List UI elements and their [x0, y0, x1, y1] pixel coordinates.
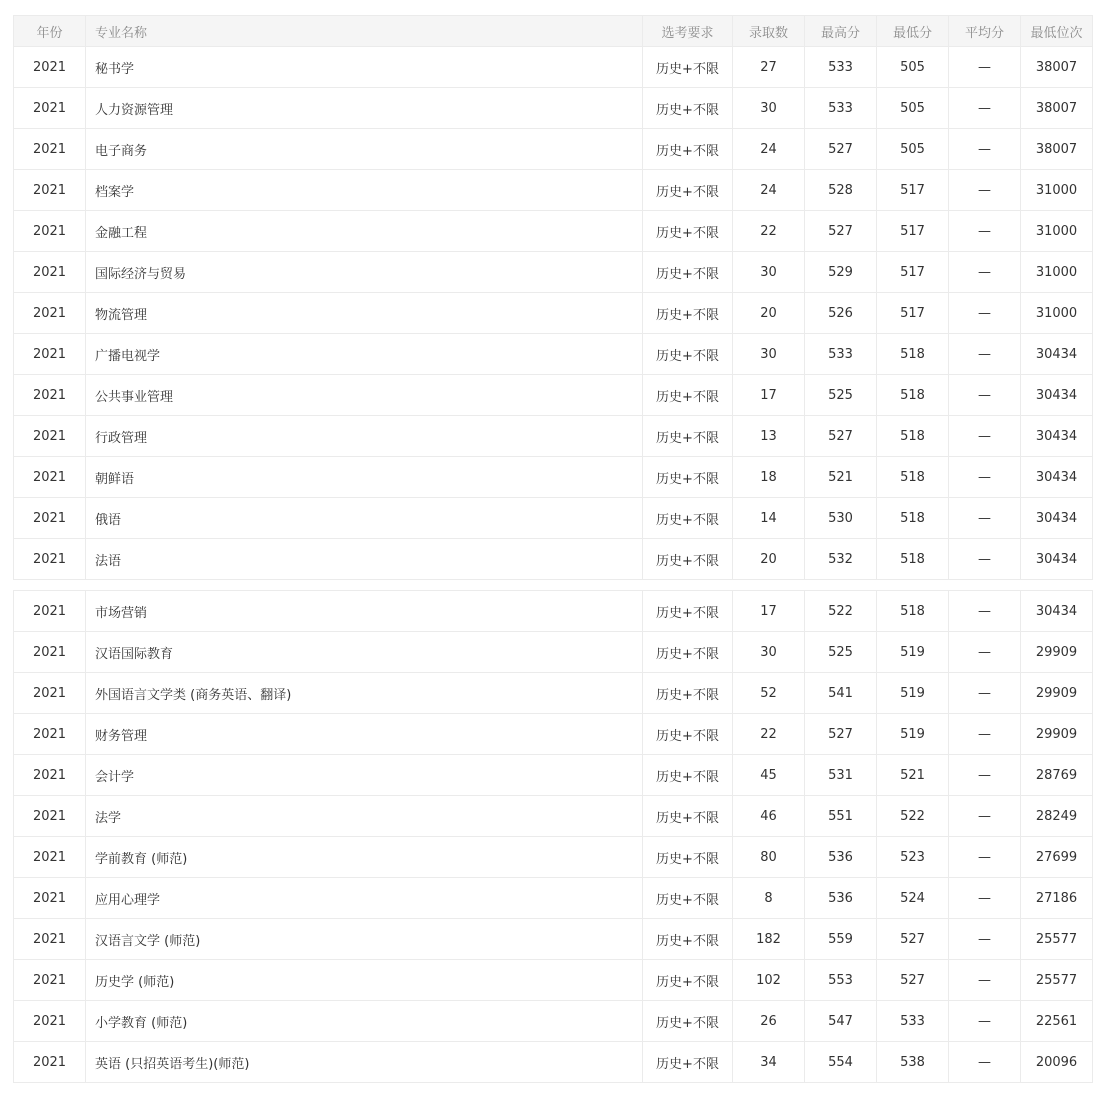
cell-subject-requirement: 历史+不限 — [643, 632, 733, 673]
cell-admitted-count: 182 — [733, 919, 805, 960]
table-row — [14, 375, 1093, 416]
cell-subject-requirement: 历史+不限 — [643, 375, 733, 416]
cell-admitted-count: 34 — [733, 1042, 805, 1083]
cell-max-score: 527 — [805, 714, 877, 755]
table-row — [14, 837, 1093, 878]
cell-min-rank: 27699 — [1021, 837, 1093, 878]
cell-avg-score: — — [949, 632, 1021, 673]
cell-max-score: 530 — [805, 498, 877, 539]
cell-max-score: 526 — [805, 293, 877, 334]
cell-min-score: 538 — [877, 1042, 949, 1083]
header-min-score: 最低分 — [877, 16, 949, 47]
cell-year: 2021 — [14, 47, 86, 88]
table-row — [14, 1042, 1093, 1083]
cell-min-rank: 28769 — [1021, 755, 1093, 796]
cell-avg-score: — — [949, 591, 1021, 632]
cell-min-score: 518 — [877, 539, 949, 580]
cell-major-name: 公共事业管理 — [86, 375, 643, 416]
cell-admitted-count: 22 — [733, 211, 805, 252]
cell-subject-requirement: 历史+不限 — [643, 170, 733, 211]
cell-subject-requirement: 历史+不限 — [643, 211, 733, 252]
cell-admitted-count: 80 — [733, 837, 805, 878]
cell-min-rank: 29909 — [1021, 673, 1093, 714]
cell-max-score: 532 — [805, 539, 877, 580]
cell-min-rank: 31000 — [1021, 211, 1093, 252]
cell-max-score: 528 — [805, 170, 877, 211]
table-row — [14, 129, 1093, 170]
cell-min-score: 518 — [877, 498, 949, 539]
cell-admitted-count: 8 — [733, 878, 805, 919]
cell-major-name: 学前教育 (师范) — [86, 837, 643, 878]
cell-min-rank: 28249 — [1021, 796, 1093, 837]
cell-major-name: 行政管理 — [86, 416, 643, 457]
cell-min-score: 519 — [877, 714, 949, 755]
cell-min-rank: 30434 — [1021, 457, 1093, 498]
cell-min-rank: 25577 — [1021, 919, 1093, 960]
cell-min-score: 517 — [877, 293, 949, 334]
cell-subject-requirement: 历史+不限 — [643, 334, 733, 375]
cell-min-rank: 25577 — [1021, 960, 1093, 1001]
cell-major-name: 法学 — [86, 796, 643, 837]
table-row — [14, 673, 1093, 714]
cell-avg-score: — — [949, 919, 1021, 960]
cell-min-rank: 30434 — [1021, 498, 1093, 539]
cell-major-name: 法语 — [86, 539, 643, 580]
header-max-score: 最高分 — [805, 16, 877, 47]
cell-min-score: 533 — [877, 1001, 949, 1042]
cell-avg-score: — — [949, 88, 1021, 129]
cell-min-score: 518 — [877, 591, 949, 632]
cell-max-score: 541 — [805, 673, 877, 714]
cell-min-rank: 22561 — [1021, 1001, 1093, 1042]
cell-max-score: 529 — [805, 252, 877, 293]
cell-major-name: 物流管理 — [86, 293, 643, 334]
cell-major-name: 小学教育 (师范) — [86, 1001, 643, 1042]
cell-year: 2021 — [14, 252, 86, 293]
cell-major-name: 市场营销 — [86, 591, 643, 632]
cell-min-score: 518 — [877, 334, 949, 375]
cell-min-score: 522 — [877, 796, 949, 837]
cell-avg-score: — — [949, 755, 1021, 796]
cell-min-score: 519 — [877, 632, 949, 673]
cell-max-score: 527 — [805, 211, 877, 252]
cell-min-score: 521 — [877, 755, 949, 796]
cell-avg-score: — — [949, 293, 1021, 334]
cell-year: 2021 — [14, 498, 86, 539]
cell-admitted-count: 13 — [733, 416, 805, 457]
header-min-rank: 最低位次 — [1021, 16, 1093, 47]
cell-min-score: 518 — [877, 375, 949, 416]
cell-year: 2021 — [14, 1001, 86, 1042]
cell-admitted-count: 20 — [733, 539, 805, 580]
cell-min-score: 505 — [877, 129, 949, 170]
cell-max-score: 536 — [805, 878, 877, 919]
table-row — [14, 539, 1093, 580]
cell-subject-requirement: 历史+不限 — [643, 457, 733, 498]
cell-major-name: 国际经济与贸易 — [86, 252, 643, 293]
cell-year: 2021 — [14, 714, 86, 755]
cell-admitted-count: 46 — [733, 796, 805, 837]
cell-max-score: 527 — [805, 129, 877, 170]
cell-subject-requirement: 历史+不限 — [643, 1042, 733, 1083]
cell-year: 2021 — [14, 796, 86, 837]
cell-year: 2021 — [14, 539, 86, 580]
cell-major-name: 汉语国际教育 — [86, 632, 643, 673]
table-row — [14, 47, 1093, 88]
cell-max-score: 547 — [805, 1001, 877, 1042]
cell-admitted-count: 30 — [733, 252, 805, 293]
cell-min-rank: 30434 — [1021, 539, 1093, 580]
cell-min-rank: 30434 — [1021, 375, 1093, 416]
cell-max-score: 533 — [805, 47, 877, 88]
table-row — [14, 755, 1093, 796]
cell-subject-requirement: 历史+不限 — [643, 88, 733, 129]
table-row — [14, 1001, 1093, 1042]
cell-max-score: 522 — [805, 591, 877, 632]
cell-min-rank: 27186 — [1021, 878, 1093, 919]
cell-subject-requirement: 历史+不限 — [643, 919, 733, 960]
cell-major-name: 外国语言文学类 (商务英语、翻译) — [86, 673, 643, 714]
admission-table-bottom — [13, 590, 1093, 1083]
table-row — [14, 796, 1093, 837]
header-avg-score: 平均分 — [949, 16, 1021, 47]
cell-max-score: 554 — [805, 1042, 877, 1083]
cell-subject-requirement: 历史+不限 — [643, 252, 733, 293]
cell-avg-score: — — [949, 47, 1021, 88]
cell-avg-score: — — [949, 714, 1021, 755]
cell-min-rank: 31000 — [1021, 293, 1093, 334]
cell-min-score: 518 — [877, 457, 949, 498]
cell-min-rank: 30434 — [1021, 591, 1093, 632]
cell-max-score: 527 — [805, 416, 877, 457]
cell-year: 2021 — [14, 457, 86, 498]
cell-admitted-count: 17 — [733, 591, 805, 632]
cell-major-name: 秘书学 — [86, 47, 643, 88]
cell-max-score: 551 — [805, 796, 877, 837]
cell-min-score: 518 — [877, 416, 949, 457]
cell-avg-score: — — [949, 334, 1021, 375]
cell-min-score: 524 — [877, 878, 949, 919]
cell-year: 2021 — [14, 878, 86, 919]
cell-max-score: 533 — [805, 88, 877, 129]
cell-min-rank: 20096 — [1021, 1042, 1093, 1083]
cell-admitted-count: 24 — [733, 129, 805, 170]
cell-major-name: 应用心理学 — [86, 878, 643, 919]
cell-major-name: 广播电视学 — [86, 334, 643, 375]
cell-major-name: 朝鲜语 — [86, 457, 643, 498]
cell-subject-requirement: 历史+不限 — [643, 714, 733, 755]
cell-avg-score: — — [949, 673, 1021, 714]
cell-admitted-count: 45 — [733, 755, 805, 796]
cell-subject-requirement: 历史+不限 — [643, 837, 733, 878]
cell-max-score: 521 — [805, 457, 877, 498]
table-row — [14, 632, 1093, 673]
table-row — [14, 960, 1093, 1001]
cell-major-name: 历史学 (师范) — [86, 960, 643, 1001]
cell-year: 2021 — [14, 919, 86, 960]
table-row — [14, 334, 1093, 375]
cell-year: 2021 — [14, 293, 86, 334]
header-year: 年份 — [14, 16, 86, 47]
cell-year: 2021 — [14, 129, 86, 170]
cell-year: 2021 — [14, 837, 86, 878]
cell-year: 2021 — [14, 673, 86, 714]
cell-max-score: 531 — [805, 755, 877, 796]
cell-max-score: 553 — [805, 960, 877, 1001]
header-subject-requirement: 选考要求 — [643, 16, 733, 47]
cell-admitted-count: 30 — [733, 88, 805, 129]
cell-year: 2021 — [14, 960, 86, 1001]
cell-min-rank: 30434 — [1021, 416, 1093, 457]
table-row — [14, 457, 1093, 498]
cell-subject-requirement: 历史+不限 — [643, 960, 733, 1001]
cell-major-name: 会计学 — [86, 755, 643, 796]
cell-avg-score: — — [949, 1001, 1021, 1042]
table-row — [14, 878, 1093, 919]
cell-avg-score: — — [949, 375, 1021, 416]
table-row — [14, 591, 1093, 632]
cell-year: 2021 — [14, 755, 86, 796]
cell-admitted-count: 102 — [733, 960, 805, 1001]
cell-avg-score: — — [949, 211, 1021, 252]
cell-admitted-count: 30 — [733, 334, 805, 375]
cell-subject-requirement: 历史+不限 — [643, 416, 733, 457]
cell-avg-score: — — [949, 498, 1021, 539]
cell-year: 2021 — [14, 334, 86, 375]
cell-year: 2021 — [14, 170, 86, 211]
cell-avg-score: — — [949, 416, 1021, 457]
cell-min-score: 517 — [877, 170, 949, 211]
cell-avg-score: — — [949, 796, 1021, 837]
cell-avg-score: — — [949, 252, 1021, 293]
cell-min-score: 517 — [877, 211, 949, 252]
cell-subject-requirement: 历史+不限 — [643, 47, 733, 88]
cell-major-name: 档案学 — [86, 170, 643, 211]
cell-avg-score: — — [949, 170, 1021, 211]
cell-min-rank: 31000 — [1021, 170, 1093, 211]
cell-year: 2021 — [14, 1042, 86, 1083]
cell-major-name: 金融工程 — [86, 211, 643, 252]
cell-admitted-count: 30 — [733, 632, 805, 673]
cell-subject-requirement: 历史+不限 — [643, 796, 733, 837]
cell-major-name: 英语 (只招英语考生)(师范) — [86, 1042, 643, 1083]
table-row — [14, 919, 1093, 960]
cell-avg-score: — — [949, 1042, 1021, 1083]
cell-min-score: 505 — [877, 88, 949, 129]
cell-min-rank: 31000 — [1021, 252, 1093, 293]
cell-subject-requirement: 历史+不限 — [643, 293, 733, 334]
cell-avg-score: — — [949, 837, 1021, 878]
cell-min-rank: 29909 — [1021, 714, 1093, 755]
cell-max-score: 559 — [805, 919, 877, 960]
cell-major-name: 电子商务 — [86, 129, 643, 170]
cell-year: 2021 — [14, 211, 86, 252]
cell-subject-requirement: 历史+不限 — [643, 539, 733, 580]
cell-year: 2021 — [14, 632, 86, 673]
cell-admitted-count: 22 — [733, 714, 805, 755]
table-row — [14, 293, 1093, 334]
table-header-row — [14, 16, 1093, 47]
cell-subject-requirement: 历史+不限 — [643, 1001, 733, 1042]
cell-min-score: 523 — [877, 837, 949, 878]
cell-min-score: 505 — [877, 47, 949, 88]
cell-min-rank: 38007 — [1021, 88, 1093, 129]
cell-max-score: 536 — [805, 837, 877, 878]
cell-year: 2021 — [14, 88, 86, 129]
cell-subject-requirement: 历史+不限 — [643, 673, 733, 714]
cell-avg-score: — — [949, 129, 1021, 170]
cell-admitted-count: 18 — [733, 457, 805, 498]
cell-max-score: 525 — [805, 375, 877, 416]
table-row — [14, 498, 1093, 539]
cell-subject-requirement: 历史+不限 — [643, 591, 733, 632]
cell-major-name: 汉语言文学 (师范) — [86, 919, 643, 960]
cell-year: 2021 — [14, 591, 86, 632]
cell-avg-score: — — [949, 878, 1021, 919]
cell-subject-requirement: 历史+不限 — [643, 755, 733, 796]
cell-subject-requirement: 历史+不限 — [643, 878, 733, 919]
cell-admitted-count: 52 — [733, 673, 805, 714]
header-major-name: 专业名称 — [86, 16, 643, 47]
cell-major-name: 财务管理 — [86, 714, 643, 755]
cell-min-rank: 38007 — [1021, 129, 1093, 170]
cell-min-rank: 38007 — [1021, 47, 1093, 88]
cell-year: 2021 — [14, 416, 86, 457]
cell-max-score: 533 — [805, 334, 877, 375]
cell-min-rank: 29909 — [1021, 632, 1093, 673]
cell-subject-requirement: 历史+不限 — [643, 129, 733, 170]
cell-avg-score: — — [949, 539, 1021, 580]
cell-year: 2021 — [14, 375, 86, 416]
cell-max-score: 525 — [805, 632, 877, 673]
cell-min-score: 517 — [877, 252, 949, 293]
cell-min-rank: 30434 — [1021, 334, 1093, 375]
cell-admitted-count: 20 — [733, 293, 805, 334]
cell-admitted-count: 14 — [733, 498, 805, 539]
cell-admitted-count: 26 — [733, 1001, 805, 1042]
table-row — [14, 252, 1093, 293]
cell-major-name: 俄语 — [86, 498, 643, 539]
cell-subject-requirement: 历史+不限 — [643, 498, 733, 539]
cell-avg-score: — — [949, 960, 1021, 1001]
cell-admitted-count: 27 — [733, 47, 805, 88]
cell-admitted-count: 17 — [733, 375, 805, 416]
table-row — [14, 211, 1093, 252]
header-admitted-count: 录取数 — [733, 16, 805, 47]
cell-min-score: 519 — [877, 673, 949, 714]
table-row — [14, 416, 1093, 457]
table-row — [14, 714, 1093, 755]
table-row — [14, 88, 1093, 129]
cell-min-score: 527 — [877, 960, 949, 1001]
table-row — [14, 170, 1093, 211]
cell-min-score: 527 — [877, 919, 949, 960]
cell-admitted-count: 24 — [733, 170, 805, 211]
cell-avg-score: — — [949, 457, 1021, 498]
admission-table-top — [13, 15, 1093, 580]
cell-major-name: 人力资源管理 — [86, 88, 643, 129]
